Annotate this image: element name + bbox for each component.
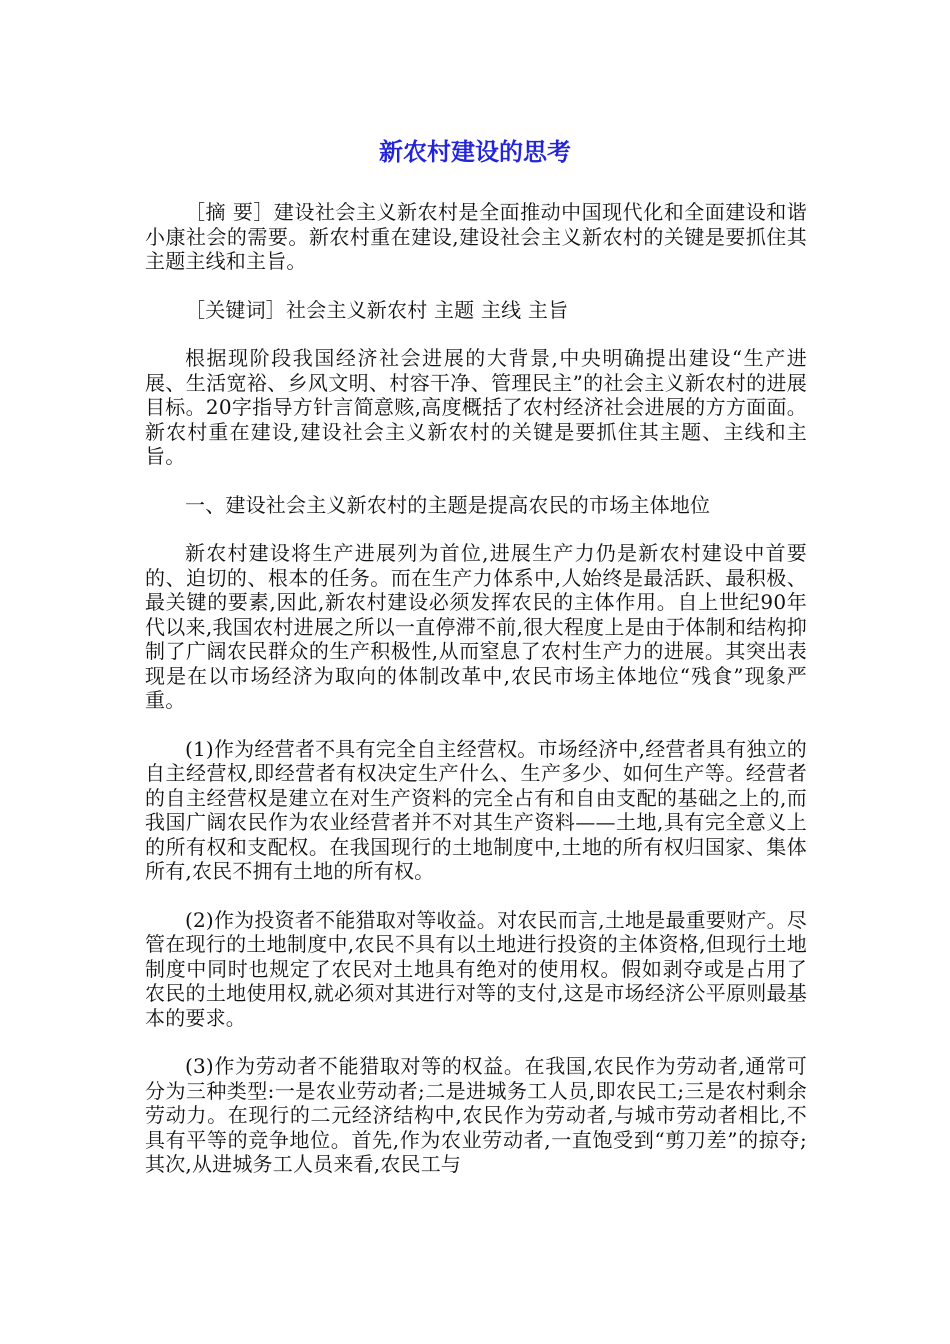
document-body	[145, 200, 807, 1177]
body-paragraph: (3)作为劳动者不能猎取对等的权益。在我国,农民作为劳动者,通常可分为三种类型:一是农业劳动者;二是进城务工人员,即农民工;三是农村剩余劳动力。在现行的二元经济结构中,农民作为劳动者,与城市劳动者相比,不具有平等的竞争地位。首先,作为农业劳动者,一直饱受到“剪刀差”的掠夺;其次,从进城务工人员来看,农民工与	[145, 1054, 807, 1176]
body-paragraph: (2)作为投资者不能猎取对等收益。对农民而言,土地是最重要财产。尽管在现行的土地制度中,农民不具有以土地进行投资的主体资格,但现行土地制度中同时也规定了农民对土地具有绝对的使用权。假如剥夺或是占用了农民的土地使用权,就必须对其进行对等的支付,这是市场经济公平原则最基本的要求。	[145, 907, 807, 1030]
document-title: 新农村建设的思考	[379, 138, 571, 166]
intro-paragraph: 根据现阶段我国经济社会进展的大背景,中央明确提出建设“生产进展、生活宽裕、乡风文明、村容干净、管理民主”的社会主义新农村的进展目标。20字指导方针言简意赅,高度概括了农村经济社会进展的方方面面。新农村重在建设,建设社会主义新农村的关键是要抓住其主题、主线和主旨。	[145, 346, 807, 468]
body-paragraph: (1)作为经营者不具有完全自主经营权。市场经济中,经营者具有独立的自主经营权,即经营者有权决定生产什么、生产多少、如何生产等。经营者的自主经营权是建立在对生产资料的完全占有和自由支配的基础之上的,而我国广阔农民作为农业经营者并不对其生产资料——土地,具有完全意义上的所有权和支配权。在我国现行的土地制度中,土地的所有权归国家、集体所有,农民不拥有土地的所有权。	[145, 736, 807, 883]
abstract-paragraph: ［摘 要］建设社会主义新农村是全面推动中国现代化和全面建设和谐小康社会的需要。新农村重在建设,建设社会主义新农村的关键是要抓住其主题主线和主旨。	[145, 200, 807, 273]
keywords-paragraph: ［关键词］社会主义新农村 主题 主线 主旨	[185, 297, 569, 322]
body-paragraph: 新农村建设将生产进展列为首位,进展生产力仍是新农村建设中首要的、迫切的、根本的任务。而在生产力体系中,人始终是最活跃、最积极、最关键的要素,因此,新农村建设必须发挥农民的主体作用。自上世纪90年代以来,我国农村进展之所以一直停滞不前,很大程度上是由于体制和结构抑制了广阔农民群众的生产积极性,从而窒息了农村生产力的进展。其突出表现是在以市场经济为取向的体制改革中,农民市场主体地位“残食”现象严重。	[145, 541, 807, 712]
section-heading: 一、建设社会主义新农村的主题是提高农民的市场主体地位	[185, 492, 711, 517]
